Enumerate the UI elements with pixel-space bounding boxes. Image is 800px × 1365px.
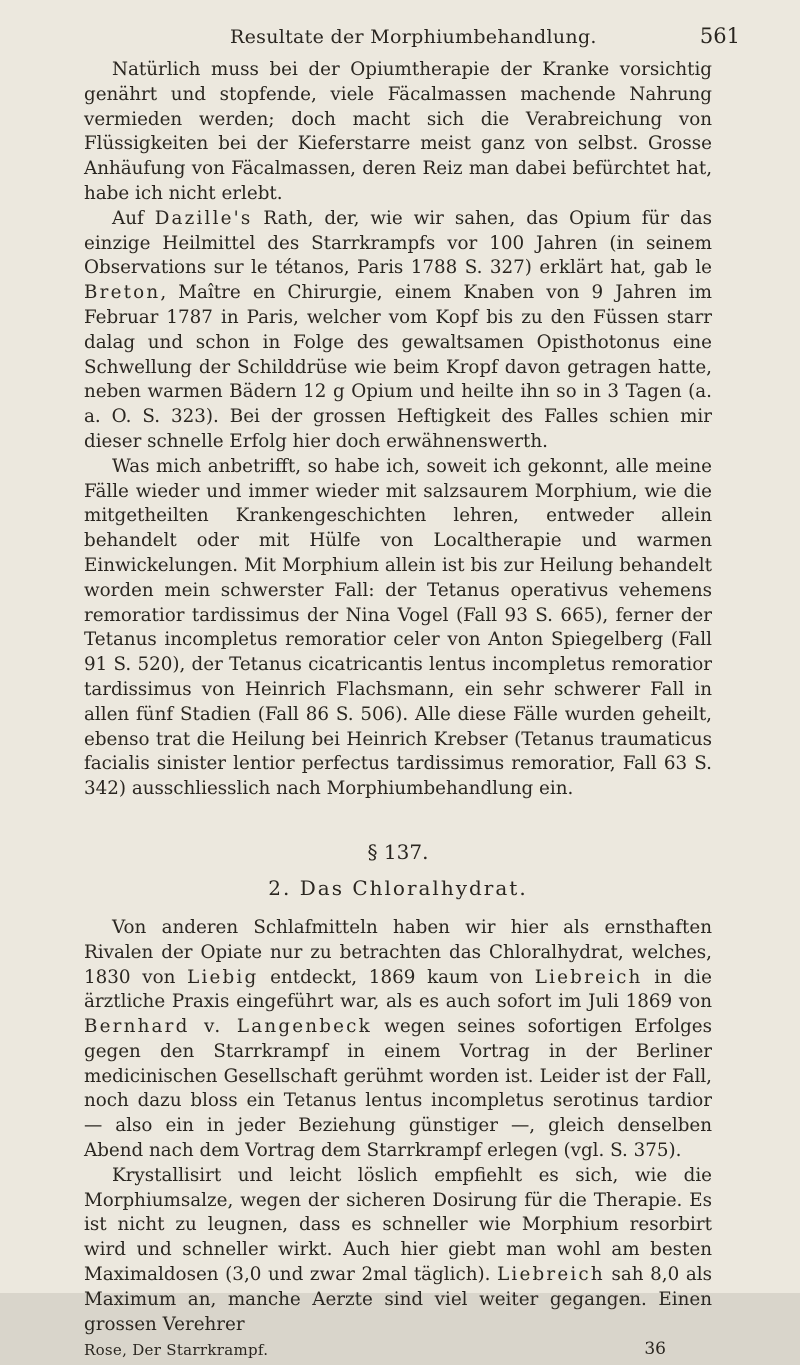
- section-title: 2. Das Chloralhydrat.: [268, 875, 528, 900]
- text-run: Auf: [112, 207, 155, 229]
- footer-author-title: Rose, Der Starrkrampf.: [84, 1341, 269, 1360]
- paragraph-chloral-history: [84, 916, 712, 1164]
- text-run: wegen seines sofortigen Erfolges gegen den Starrkrampf in einem Vortrag in der Berliner medicinischen Gesellschaft gerühmt worden ist. Leider ist der Fall, noch dazu bloss ein Tetanus lentus incompletus serotinus tardior — also ein in jeder Beziehung günstiger —, gleich denselben Abend nach dem Vortrag dem Starrkrampf erlegen (vgl. S. 375).: [84, 1016, 712, 1162]
- text-run: entdeckt, 1869 kaum von: [258, 966, 535, 988]
- page-footer: [84, 1339, 712, 1365]
- body-text: [84, 58, 712, 1337]
- running-title: Resultate der Morphiumbehandlung.: [230, 26, 597, 48]
- paragraph-opium-nutrition: Natürlich muss bei der Opiumtherapie der Kranke vorsichtig genährt und stopfende, viele Fäcalmassen machende Nahrung vermieden werden; doch macht sich die Verabreichung von Flüssigkeiten bei der Kieferstarre meist ganz von selbst. Grosse Anhäufung von Fäcalmassen, deren Reiz man dabei befürchtet hat, habe ich nicht erlebt.: [84, 59, 712, 204]
- running-head: [84, 0, 740, 58]
- text-run: Krystallisirt und leicht löslich empfiehlt es sich, wie die Morphiumsalze, wegen der sicheren Dosirung für die Therapie. Es ist nicht zu leugnen, dass es schneller wie Morphium resorbirt wird und schneller wirkt. Auch hier giebt man wohl am besten Maximaldosen (3,0 und zwar 2mal täglich).: [84, 1164, 712, 1286]
- person-name-langenbeck: Bernhard v. Langenbeck: [84, 1016, 372, 1038]
- paragraph-morphium-cases: Was mich anbetrifft, so habe ich, soweit ich gekonnt, alle meine Fälle wieder und immer wieder mit salzsaurem Morphium, wie die mitgetheilten Krankengeschichten lehren, entweder allein behandelt oder mit Hülfe von Localtherapie und warmen Einwickelungen. Mit Morphium allein ist bis zur Heilung behandelt worden mein schwerster Fall: der Tetanus operativus vehemens remoratior tardissimus der Nina Vogel (Fall 93 S. 665), ferner der Tetanus incompletus remoratior celer von Anton Spiegelberg (Fall 91 S. 520), der Tetanus cicatricantis lentus incompletus remoratior tardissimus von Heinrich Flachsmann, ein sehr schwerer Fall in allen fünf Stadien (Fall 86 S. 506). Alle diese Fälle wurden geheilt, ebenso trat die Heilung bei Heinrich Krebser (Tetanus traumaticus facialis sinister lentior perfectus tardissimus remoratior, Fall 63 S. 342) ausschliesslich nach Morphiumbehandlung ein.: [84, 455, 712, 800]
- text-run: Von anderen Schlafmitteln haben wir hier als ernsthaften Rivalen der Opiate nur zu betrachten das Chloralhydrat, welches, 1830 von: [84, 916, 712, 988]
- person-name-dazille: Dazille's: [154, 207, 253, 229]
- paragraph-dazille-case: [84, 207, 712, 455]
- signature-mark: 36: [644, 1339, 666, 1360]
- person-name-liebreich: Liebreich: [497, 1264, 605, 1286]
- text-run: in die ärztliche Praxis eingeführt war, als es auch sofort im Juli 1869 von: [84, 966, 712, 1013]
- text-run: , Maître en Chirurgie, einem Knaben von 9 Jahren im Februar 1787 in Paris, welcher vom Kopf bis zu den Füssen starr dalag und schon in Folge des gewaltsamen Opisthotonus eine Schwellung der Schilddrüse wie beim Kropf davon getragen hatte, neben warmen Bädern 12 g Opium und heilte ihn so in 3 Tagen (a. a. O. S. 323). Bei der grossen Heftigkeit des Falles schien mir dieser schnelle Erfolg hier doch erwähnenswerth.: [84, 282, 712, 452]
- text-run: sah 8,0 als Maximum an, manche Aerzte sind viel weiter gegangen. Einen grossen Verehrer: [84, 1264, 712, 1335]
- paragraph-chloral-dosage: [84, 1164, 712, 1338]
- person-name-breton: Breton: [84, 282, 161, 304]
- section-number: § 137.: [367, 839, 429, 864]
- text-run: Rath, der, wie wir sahen, das Opium für das einzige Heilmittel des Starrkrampfs vor 100 Jahren (in seinem Observations sur le tétanos, Paris 1788 S. 327) erklärt hat, gab le: [84, 207, 712, 279]
- person-name-liebig: Liebig: [187, 966, 259, 988]
- person-name-liebreich: Liebreich: [534, 966, 643, 988]
- page-number: 561: [699, 24, 740, 48]
